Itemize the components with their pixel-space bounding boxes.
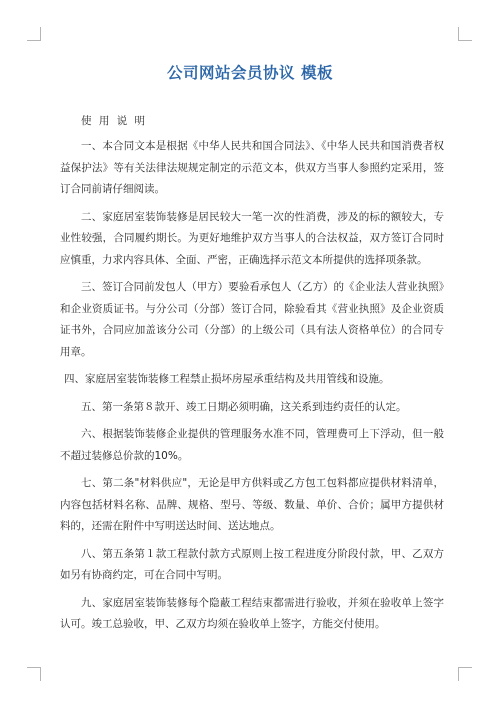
document-title: 公司网站会员协议 模板 (167, 64, 333, 82)
paragraph-6: 六、根据装饰装修企业提供的管理服务水准不同，管理费可上下浮动，但一般不超过装修总价款的10%。 (60, 428, 444, 462)
paragraph-7: 七、第二条"材料供应"，无论是甲方供料或乙方包工包料都应提供材料清单，内容包括材料名称、品牌、规格、型号、等级、数量、单价、合价；属甲方提供材料的，还需在附件中写明送达时间、送达地点。 (60, 477, 444, 532)
paragraph-5: 五、第一条第８款开、竣工日期必须明确，这关系到违约责任的认定。 (81, 400, 407, 413)
paragraph-3: 三、签订合同前发包人（甲方）要验看承包人（乙方）的《企业法人营业执照》和企业资质证书。与分公司（分部）签订合同，除验看其《营业执照》及企业资质证书外，合同应加盖该分公司（分部）的上级公司（具有法人资格单位）的合同专用章。 (60, 281, 444, 358)
paragraph-9: 九、家庭居室装饰装修每个隐蔽工程结束都需进行验收，并须在验收单上签字认可。竣工总验收，甲、乙双方均须在验收单上签字，方能交付使用。 (60, 596, 444, 630)
usage-instructions-heading: 使 用 说 明 (81, 115, 148, 127)
paragraph-4: 四、家庭居室装饰装修工程禁止损坏房屋承重结构及共用管线和设施。 (64, 373, 390, 385)
document-body (60, 136, 444, 642)
paragraph-1: 一、本合同文本是根据《中华人民共和国合同法》、《中华人民共和国消费者权益保护法》等有关法律法规规定制定的示范文本，供双方当事人参照约定采用，签订合同前请仔细阅读。 (60, 140, 444, 195)
paragraph-2: 二、家庭居室装饰装修是居民较大一笔一次的性消费，涉及的标的额较大，专业性较强，合同履约期长。为更好地维护双方当事人的合法权益，双方签订合同时应慎重，力求内容具体、全面、严密，正确选择示范文本所提供的选择项条款。 (60, 210, 444, 266)
paragraph-8: 八、第五条第１款工程款付款方式原则上按工程进度分阶段付款，甲、乙双方如另有协商约定，可在合同中写明。 (60, 547, 444, 581)
